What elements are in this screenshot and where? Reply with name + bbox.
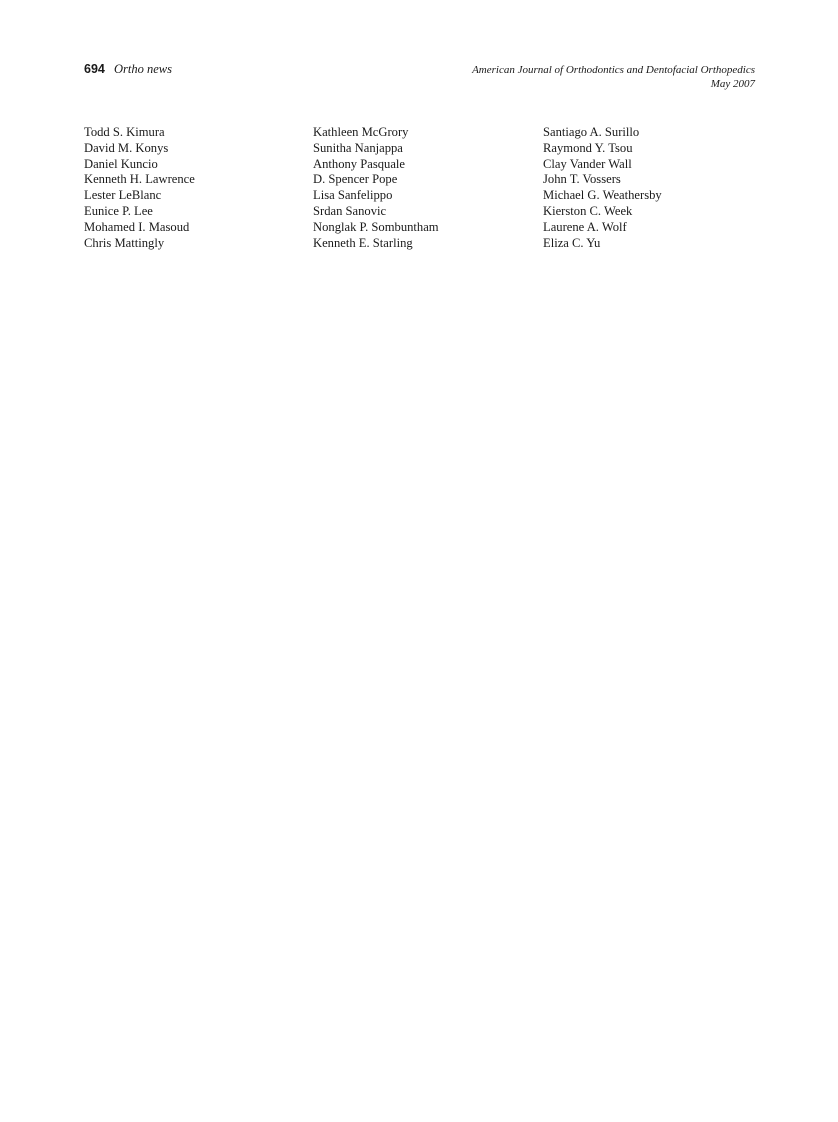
name-entry: Kenneth H. Lawrence bbox=[84, 172, 195, 187]
name-entry: Michael G. Weathersby bbox=[543, 188, 662, 203]
name-entry: Anthony Pasquale bbox=[313, 156, 405, 171]
running-header-left bbox=[84, 62, 172, 77]
name-entry: Clay Vander Wall bbox=[543, 156, 632, 171]
name-entry: Srdan Sanovic bbox=[313, 203, 387, 218]
journal-title: American Journal of Orthodontics and Dentofacial Orthopedics bbox=[472, 64, 755, 76]
page-number: 694 bbox=[84, 62, 105, 76]
name-column-3 bbox=[543, 125, 662, 251]
name-entry: Lester LeBlanc bbox=[84, 188, 162, 203]
name-entry: Chris Mattingly bbox=[84, 235, 165, 250]
name-entry: Mohamed I. Masoud bbox=[84, 219, 190, 234]
name-entry: Nonglak P. Sombuntham bbox=[313, 219, 439, 234]
name-entry: Santiago A. Surillo bbox=[543, 125, 640, 139]
name-entry: Raymond Y. Tsou bbox=[543, 140, 633, 155]
name-column-1 bbox=[84, 125, 195, 251]
running-header-right bbox=[472, 63, 755, 91]
name-entry: Todd S. Kimura bbox=[84, 125, 165, 139]
name-entry: Eunice P. Lee bbox=[84, 203, 153, 218]
name-column-2 bbox=[313, 125, 439, 251]
name-entry: Kierston C. Week bbox=[543, 203, 633, 218]
name-entry: Sunitha Nanjappa bbox=[313, 140, 403, 155]
name-entry: Eliza C. Yu bbox=[543, 235, 601, 250]
name-entry: Daniel Kuncio bbox=[84, 156, 158, 171]
issue-date: May 2007 bbox=[710, 78, 755, 90]
name-entry: Kathleen McGrory bbox=[313, 125, 409, 139]
name-entry: Laurene A. Wolf bbox=[543, 219, 627, 234]
name-entry: Lisa Sanfelippo bbox=[313, 188, 393, 203]
name-entry: Kenneth E. Starling bbox=[313, 235, 413, 250]
name-entry: John T. Vossers bbox=[543, 172, 621, 187]
name-entry: D. Spencer Pope bbox=[313, 172, 398, 187]
name-entry: David M. Konys bbox=[84, 140, 169, 155]
section-name: Ortho news bbox=[113, 62, 172, 76]
